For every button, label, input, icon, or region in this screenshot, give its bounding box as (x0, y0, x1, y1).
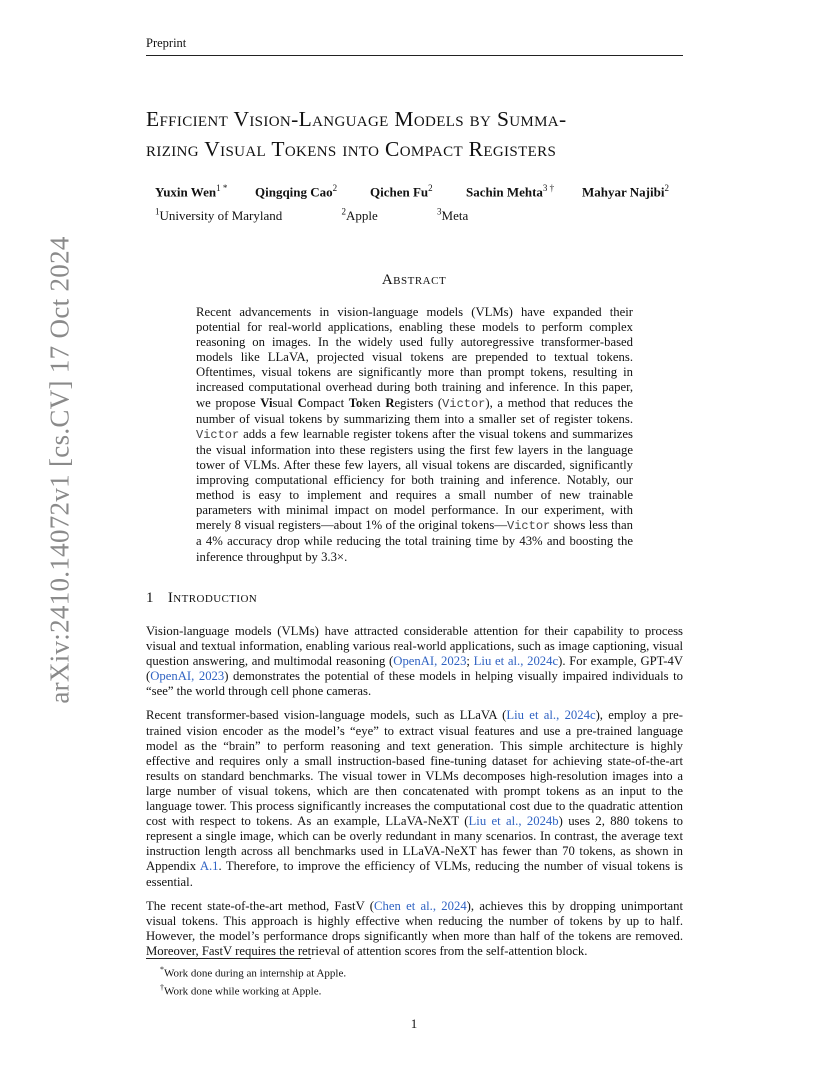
method-name: Victor (442, 396, 486, 411)
introduction-body (146, 624, 683, 968)
paragraph: Vision-language models (VLMs) have attracted considerable attention for their capability to process visual and textual information, enabling various real-world applications, such as image captioning, visual question answering, and multimodal reasoning (OpenAI, 2023; Liu et al., 2024c). For example, GPT-4V (OpenAI, 2023) demonstrates the potential of these models in helping visually impaired individuals to “see” the world through cell phone cameras. (146, 624, 683, 699)
page-number: 1 (410, 1016, 418, 1031)
citation-link[interactable]: OpenAI, 2023 (150, 669, 225, 684)
abstract-heading: Abstract (381, 272, 447, 288)
footnote: *Work done during an internship at Apple. (160, 965, 347, 980)
citation-link[interactable]: Liu et al., 2024b (468, 814, 559, 829)
section-title: Introduction (167, 590, 258, 606)
paragraph: The recent state-of-the-art method, FastV (Chen et al., 2024), achieves this by dropping unimportant visual tokens. This approach is highly effective when reducing the number of tokens by up to half. However, the model’s performance drops significantly when more than half of the tokens are removed. Moreover, FastV requires the retrieval of attention scores from the self-attention block. (146, 898, 683, 958)
affiliation-list (155, 207, 524, 224)
author-name: Qingqing Cao$^2$ (255, 183, 338, 200)
citation-link[interactable]: Liu et al., 2024c (506, 708, 596, 723)
running-header: Preprint (146, 36, 683, 56)
author-name: Qichen Fu$^2$ (370, 183, 433, 200)
title-line-1: Efficient Vision-Language Models by Summa- (146, 107, 567, 131)
paragraph: Recent transformer-based vision-language models, such as LLaVA (Liu et al., 2024c), employ a pre-trained vision encoder as the model’s “eye” to extract visual features and use a pre-trained language model as the “brain” to perform reasoning and text generation. This simple architecture is highly effective and requires only a small instruction-based fine-tuning dataset for achieving state-of-the-art results on standard benchmarks. The visual tower in VLMs decomposes high-resolution images into a large number of visual tokens, which are then concatenated with prompt tokens as an input to the language tower. This process significantly increases the computational cost due to the quadratic attention cost with respect to tokens. As an example, LLaVA-NeXT (Liu et al., 2024b) uses 2, 880 tokens to represent a single image, which can be overly redundant in many scenarios. In contrast, the average text instruction length across all benchmarks used in LLaVA-NeXT has fewer than 70 tokens, as shown in Appendix A.1. Therefore, to improve the efficiency of VLMs, reducing the number of visual tokens is essential. (146, 708, 683, 889)
method-name: Victor (507, 519, 551, 534)
footnotes (160, 963, 346, 999)
affiliation: $^3$Meta (437, 207, 469, 224)
footnote: †Work done while working at Apple. (160, 983, 322, 998)
abstract-body: Recent advancements in vision-language models (VLMs) have expanded their potential for real-world applications, enabling these models to perform complex reasoning on images. In the widely used fully autoregressive transformer-based models like LLaVA, projected visual tokens are prepended to textual tokens. Oftentimes, visual tokens are significantly more than prompt tokens, resulting in increased computational overhead during both training and inference. In this paper, we propose Visual Compact Token Registers (Victor), a method that reduces the number of visual tokens by summarizing them into a smaller set of register tokens. Victor adds a few learnable register tokens after the visual tokens and summarizes the visual information into these registers using the first few layers in the language tower of VLMs. After these few layers, all visual tokens are discarded, significantly improving computational efficiency for both training and inference. Notably, our method is easy to implement and requires a small number of new trainable parameters with minimal impact on model performance. In our experiment, with merely 8 visual registers—about 1% of the original tokens—Victor shows less than a 4% accuracy drop while reducing the total training time by 43% and boosting the inference throughput by 3.3×. (196, 305, 633, 564)
footnote-divider (146, 958, 311, 959)
section-number: 1 (146, 590, 154, 606)
affiliation: $^2$Apple (341, 207, 378, 224)
section-heading (146, 590, 257, 607)
affiliation: $^1$University of Maryland (155, 207, 283, 224)
paper-title (146, 104, 706, 164)
title-line-2: rizing Visual Tokens into Compact Registers (146, 137, 557, 161)
citation-link[interactable]: Chen et al., 2024 (374, 898, 467, 913)
author-name: Mahyar Najibi$^2$ (582, 183, 669, 200)
citation-link[interactable]: OpenAI, 2023 (393, 654, 467, 669)
method-name: Victor (196, 427, 240, 442)
citation-link[interactable]: Liu et al., 2024c (473, 654, 559, 669)
appendix-link[interactable]: A.1 (199, 859, 219, 874)
author-name: Sachin Mehta$^{3 \dagger}$ (466, 183, 555, 200)
author-name: Yuxin Wen$^{1 *}$ (155, 183, 228, 200)
arxiv-identifier-stamp: arXiv:2410.14072v1 [cs.CV] 17 Oct 2024 (44, 236, 75, 704)
